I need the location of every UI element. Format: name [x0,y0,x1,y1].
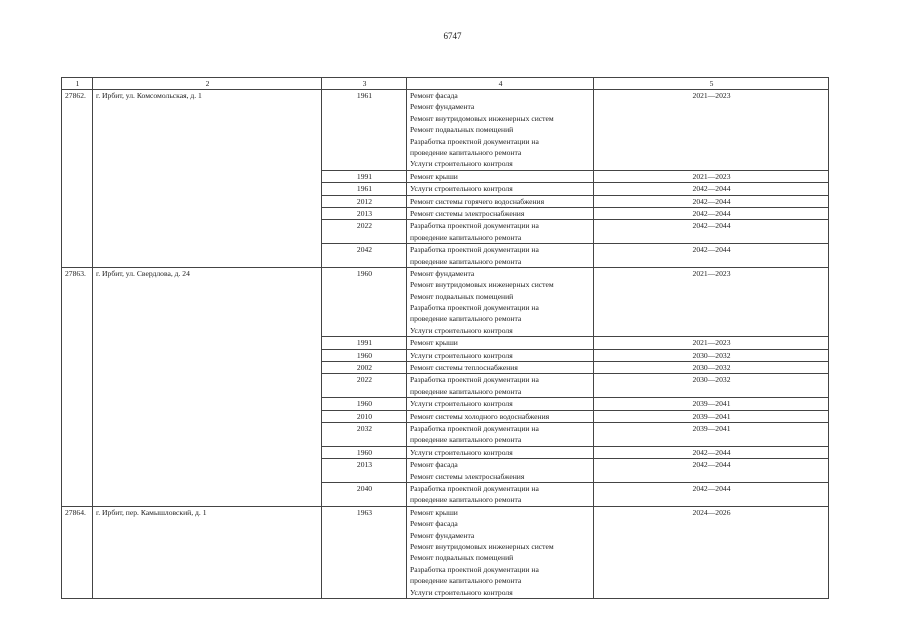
work-type-line: Ремонт системы горячего водоснабжения [410,196,545,206]
work-type-line: Услуги строительного контроля [410,587,513,597]
header-cell-4: 4 [407,78,594,90]
work-type-line: проведение капитального ремонта [410,256,522,266]
work-type-line: Разработка проектной документации на [410,564,539,574]
work-type-line: Ремонт фасада [410,91,458,100]
work-type-line: Ремонт фасада [410,460,458,470]
work-period: 2042—2044 [594,220,829,244]
work-year: 1960 [322,398,407,410]
work-type-line: Разработка проектной документации на [410,484,539,494]
header-cell-3: 3 [322,78,407,90]
work-year: 2022 [322,220,407,244]
work-type-line: проведение капитального ремонта [410,576,522,586]
work-types [407,220,594,244]
work-year: 2010 [322,410,407,422]
header-row [62,78,829,90]
work-types [407,362,594,374]
work-period: 2030—2032 [594,349,829,361]
work-types [407,207,594,219]
work-type-line: Разработка проектной документации на [410,136,539,146]
work-types [407,244,594,268]
work-period: 2042—2044 [594,183,829,195]
work-type-line: Услуги строительного контроля [410,350,513,360]
work-year: 2032 [322,423,407,447]
work-type-line: Ремонт подвальных помещений [410,553,514,563]
work-types [407,267,594,336]
work-types [407,195,594,207]
work-types [407,337,594,349]
work-types [407,423,594,447]
work-type-line: Ремонт фасада [410,519,458,529]
work-year: 2013 [322,459,407,483]
work-type-line: Услуги строительного контроля [410,184,513,194]
work-type-line: Разработка проектной документации на [410,221,539,231]
work-year: 1960 [322,267,407,336]
work-type-line: Ремонт подвальных помещений [410,125,514,135]
work-type-line: Ремонт подвальных помещений [410,291,514,301]
work-type-line: Услуги строительного контроля [410,399,513,409]
record-address: г. Ирбит, ул. Комсомольская, д. 1 [93,90,322,268]
work-period: 2042—2044 [594,483,829,507]
work-type-line: Ремонт крыши [410,507,458,517]
work-year: 2013 [322,207,407,219]
work-types [407,410,594,422]
work-year: 1963 [322,506,407,598]
work-year: 1960 [322,349,407,361]
header-cell-2: 2 [93,78,322,90]
table-row [62,506,829,598]
work-types [407,459,594,483]
record-address: г. Ирбит, ул. Свердлова, д. 24 [93,267,322,506]
work-period: 2021—2023 [594,170,829,182]
page-number: 6747 [443,31,462,41]
work-period: 2042—2044 [594,207,829,219]
work-types [407,349,594,361]
work-type-line: Разработка проектной документации на [410,245,539,255]
work-year: 1960 [322,446,407,458]
work-types [407,90,594,171]
work-type-line: Ремонт фундамента [410,530,475,540]
work-type-line: Ремонт системы электроснабжения [410,471,525,481]
work-types [407,506,594,598]
record-number: 27862. [62,90,93,268]
work-type-line: Разработка проектной документации на [410,303,539,313]
work-period: 2039—2041 [594,410,829,422]
record-number: 27863. [62,267,93,506]
work-period: 2021—2023 [594,267,829,336]
work-type-line: Ремонт фундамента [410,102,475,112]
work-year: 1991 [322,170,407,182]
header-cell-5: 5 [594,78,829,90]
work-types [407,398,594,410]
work-period: 2039—2041 [594,398,829,410]
table-row [62,90,829,171]
work-period: 2039—2041 [594,423,829,447]
work-year: 1991 [322,337,407,349]
table-body [62,78,829,599]
work-type-line: проведение капитального ремонта [410,147,522,157]
work-year: 2002 [322,362,407,374]
work-period: 2024—2026 [594,506,829,598]
work-type-line: проведение капитального ремонта [410,386,522,396]
work-year: 2022 [322,374,407,398]
work-types [407,374,594,398]
work-period: 2030—2032 [594,362,829,374]
work-type-line: проведение капитального ремонта [410,435,522,445]
work-period: 2042—2044 [594,195,829,207]
work-type-line: Ремонт системы электроснабжения [410,208,525,218]
work-year: 1961 [322,183,407,195]
work-type-line: Ремонт крыши [410,338,458,348]
work-type-line: Услуги строительного контроля [410,447,513,457]
work-year: 2042 [322,244,407,268]
work-period: 2042—2044 [594,446,829,458]
work-year: 2040 [322,483,407,507]
work-type-line: Ремонт системы теплоснабжения [410,363,518,373]
work-type-line: проведение капитального ремонта [410,314,522,324]
work-type-line: проведение капитального ремонта [410,232,522,242]
work-type-line: Ремонт внутридомовых инженерных систем [410,113,554,123]
work-types [407,446,594,458]
work-period: 2021—2023 [594,90,829,171]
work-types [407,170,594,182]
work-type-line: Ремонт системы холодного водоснабжения [410,411,550,421]
work-period: 2042—2044 [594,459,829,483]
work-period: 2021—2023 [594,337,829,349]
capital-repair-table [61,77,829,599]
work-type-line: Услуги строительного контроля [410,325,513,335]
work-types [407,483,594,507]
work-type-line: Разработка проектной документации на [410,375,539,385]
work-type-line: Услуги строительного контроля [410,159,513,169]
work-year: 1961 [322,90,407,171]
work-type-line: проведение капитального ремонта [410,495,522,505]
work-type-line: Ремонт крыши [410,171,458,181]
record-address: г. Ирбит, пер. Камышловский, д. 1 [93,506,322,598]
work-type-line: Ремонт внутридомовых инженерных систем [410,280,554,290]
work-types [407,183,594,195]
work-period: 2042—2044 [594,244,829,268]
record-number: 27864. [62,506,93,598]
work-type-line: Разработка проектной документации на [410,424,539,434]
work-type-line: Ремонт фундамента [410,268,475,278]
header-cell-1: 1 [62,78,93,90]
work-type-line: Ремонт внутридомовых инженерных систем [410,542,554,551]
work-year: 2012 [322,195,407,207]
table-row [62,267,829,336]
work-period: 2030—2032 [594,374,829,398]
